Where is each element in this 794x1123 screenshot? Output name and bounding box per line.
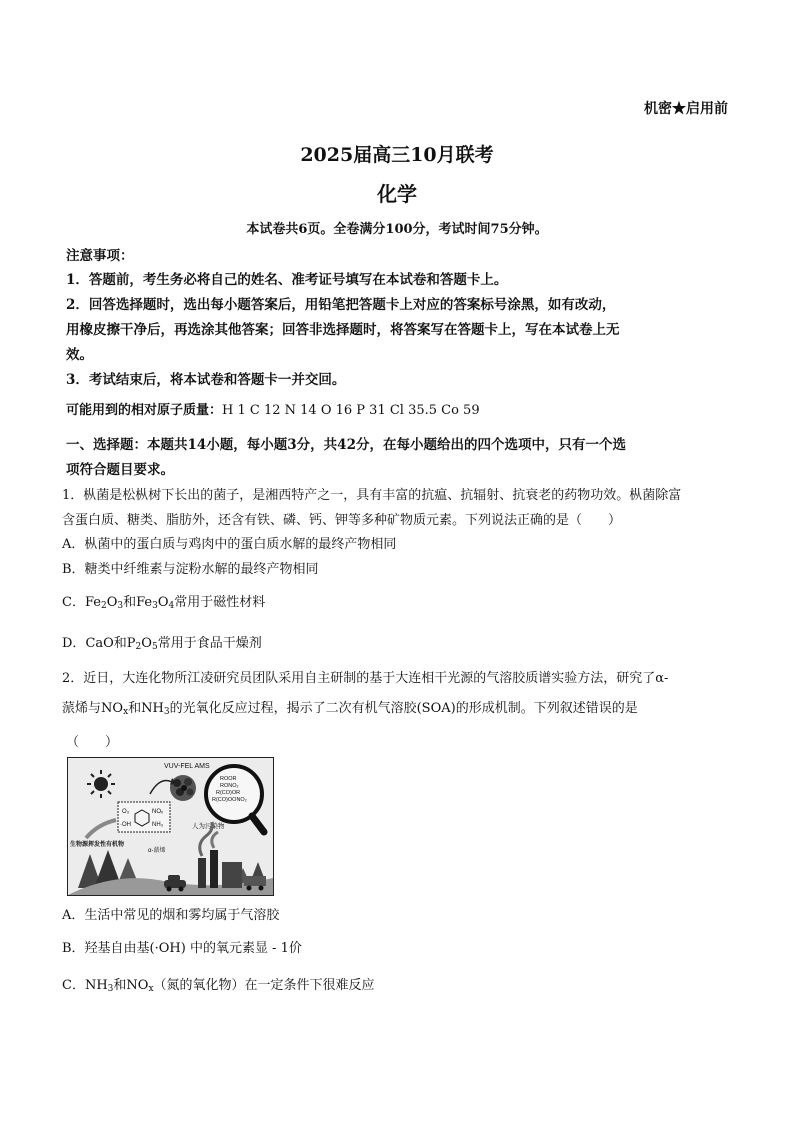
atomic-mass-label: 可能用到的相对原子质量： bbox=[66, 403, 223, 418]
nox-label: NOₓ bbox=[152, 809, 163, 815]
oh-label: ·OH bbox=[120, 822, 131, 828]
q1-option-c: C．$Fe_2O_3$和$Fe_3O_4$常用于磁性材料 bbox=[62, 595, 266, 611]
q2-option-a: A．生活中常见的烟和雾均属于气溶胶 bbox=[62, 908, 280, 923]
q1-option-c-prefix: C． bbox=[62, 595, 85, 610]
q1-option-d-suffix: 常用于食品干燥剂 bbox=[157, 636, 262, 651]
q2-figure bbox=[67, 757, 274, 896]
exam-info: 本试卷共6页。全卷满分100分，考试时间75分钟。 bbox=[246, 222, 548, 237]
vuv-label: VUV-FEL AMS bbox=[164, 763, 210, 770]
notes-heading: 注意事项： bbox=[66, 248, 134, 264]
exam-title: 2025届高三10月联考 bbox=[300, 144, 494, 166]
lens-line-4: R(CO)OONO₂ bbox=[212, 797, 247, 803]
q1-option-c-suffix: 常用于磁性材料 bbox=[174, 595, 266, 610]
notes-item-2-line3: 效。 bbox=[66, 347, 93, 363]
atomic-mass-line bbox=[66, 399, 480, 418]
q2-line2-suffix: 的光氧化反应过程，揭示了二次有机气溶胶(SOA)的形成机制。下列叙述错误的是 bbox=[169, 701, 638, 716]
pollutant-label: 人为污染物 bbox=[192, 823, 225, 830]
atomic-mass-values: H 1 C 12 N 14 O 16 P 31 Cl 35.5 Co 59 bbox=[222, 403, 480, 418]
q1-option-d: D．CaO和$P_2O_5$常用于食品干燥剂 bbox=[62, 636, 262, 652]
lens-line-3: R(CO)OR bbox=[216, 790, 241, 796]
lens-line-2: RONO₂ bbox=[220, 783, 239, 789]
q2-option-b: B．羟基自由基(·OH) 中的氧元素显 - 1价 bbox=[62, 941, 302, 956]
exam-subject: 化学 bbox=[377, 182, 417, 206]
q1-line1: 1．枞菌是松枞树下长出的菌子，是湘西特产之一，具有丰富的抗瘟、抗辐射、抗衰老的药物功效。枞菌除富 bbox=[62, 488, 682, 503]
notes-item-2-line2: 用橡皮擦干净后，再选涂其他答案；回答非选择题时，将答案写在答题卡上，写在本试卷上无 bbox=[66, 322, 620, 338]
lens-line-1: ROOR bbox=[220, 776, 237, 782]
q1-option-a: A．枞菌中的蛋白质与鸡肉中的蛋白质水解的最终产物相同 bbox=[62, 537, 397, 552]
pinene-label: α-蒎烯 bbox=[148, 848, 166, 854]
o3-label: O₃ bbox=[122, 809, 130, 815]
q1-option-b: B．糖类中纤维素与淀粉水解的最终产物相同 bbox=[62, 562, 319, 577]
q2-option-c-prefix: C． bbox=[62, 978, 85, 993]
notes-item-2-line1: 2．回答选择题时，选出每小题答案后，用铅笔把答题卡上对应的答案标号涂黑，如有改动， bbox=[66, 297, 616, 313]
bio-voc-label: 生物源挥发性有机物 bbox=[70, 842, 125, 848]
aerosol-diagram bbox=[68, 758, 273, 895]
q2-line2-prefix: 蒎烯与 bbox=[62, 701, 102, 716]
notes-item-1: 1．答题前，考生务必将自己的姓名、准考证号填写在本试卷和答题卡上。 bbox=[66, 272, 508, 288]
q1-option-d-prefix: D． bbox=[62, 636, 86, 651]
section1-line2: 项符合题目要求。 bbox=[66, 462, 174, 478]
nh3-label: NH₃ bbox=[152, 822, 164, 828]
q2-line2: 蒎烯与$NO_x$和$NH_3$的光氧化反应过程，揭示了二次有机气溶胶(SOA)的形成机制。下列叙述错误的是 bbox=[62, 701, 638, 717]
q2-answer-bracket: （ ） bbox=[66, 735, 119, 750]
particle-cluster-icon bbox=[170, 775, 196, 801]
q1-line2: 含蛋白质、糖类、脂肪外，还含有铁、磷、钙、钾等多种矿物质元素。下列说法正确的是（ ） bbox=[62, 513, 622, 528]
q2-option-c: C．$NH_3$和$NO_x$（氮的氧化物）在一定条件下很难反应 bbox=[62, 978, 375, 994]
notes-item-3: 3．考试结束后，将本试卷和答题卡一并交回。 bbox=[66, 372, 346, 388]
q2-option-c-suffix: （氮的氧化物）在一定条件下很难反应 bbox=[153, 978, 375, 993]
q2-line1: 2．近日，大连化物所江凌研究员团队采用自主研制的基于大连相干光源的气溶胶质谱实验方法，研究了α- bbox=[62, 671, 669, 686]
confidential-mark: 机密★启用前 bbox=[644, 101, 728, 117]
section1-line1: 一、选择题：本题共14小题，每小题3分，共42分，在每小题给出的四个选项中，只有一个选 bbox=[66, 437, 626, 453]
